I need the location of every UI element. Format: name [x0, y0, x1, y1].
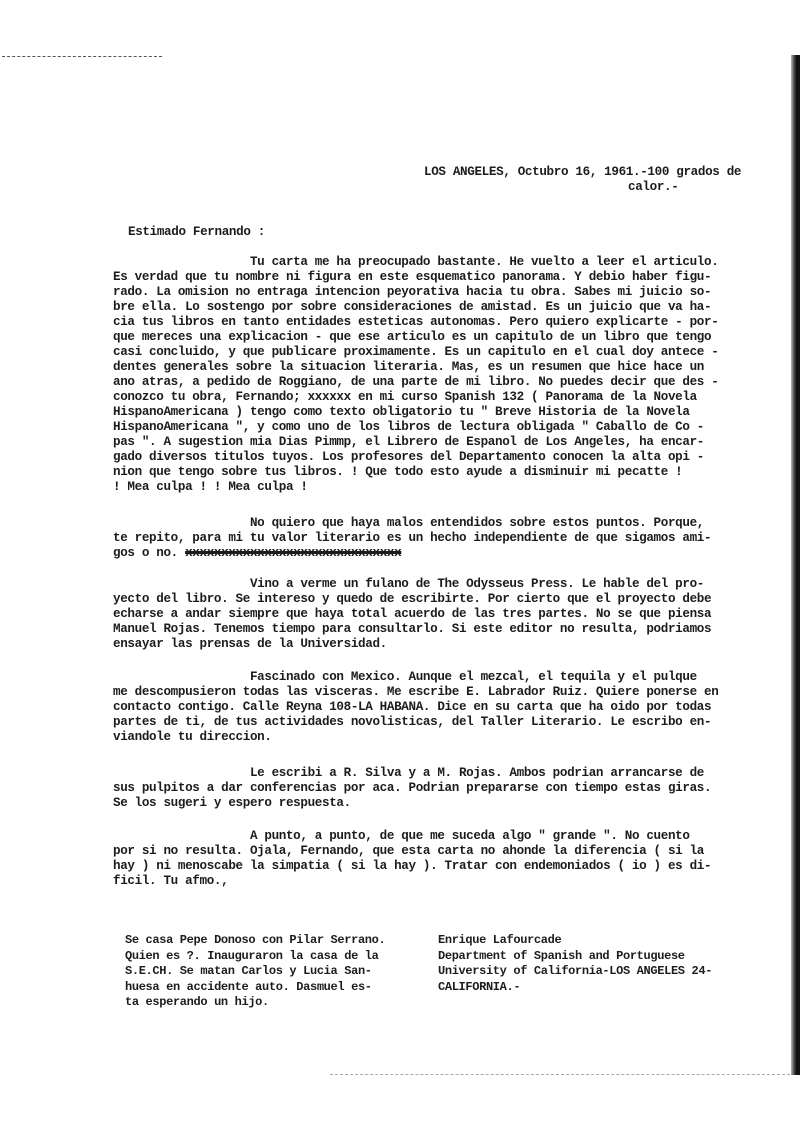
text-line: ficil. Tu afmo., [113, 874, 229, 888]
text-line: Se casa Pepe Donoso con Pilar Serrano. [125, 933, 386, 947]
scan-bottom-rule [330, 1074, 790, 1075]
text-line: por si no resulta. Ojala, Fernando, que esta carta no ahonde la diferencia ( si la [113, 844, 705, 858]
text-line: ta esperando un hijo. [125, 995, 269, 1009]
text-line: pas ". A sugestion mia Dias Pimmp, el Librero de Espanol de Los Angeles, ha encar- [113, 435, 705, 449]
text-line: te repito, para mi tu valor literario es un hecho independiente de que sigamos ami- [113, 531, 712, 545]
signature-block [438, 933, 712, 995]
paragraph-1 [113, 255, 788, 495]
text-line: ensayar las prensas de la Universidad. [113, 637, 387, 651]
text-line: casi concluido, y que publicare proximamente. Es un capitulo en el cual doy antece - [113, 345, 719, 359]
dateline: LOS ANGELES, Octubro 16, 1961.-100 grados de [424, 165, 742, 179]
text-line: No quiero que haya malos entendidos sobre estos puntos. Porque, [113, 516, 705, 530]
text-line: echarse a andar siempre que haya total acuerdo de las tres partes. No se que piensa [113, 607, 712, 621]
text-line: Tu carta me ha preocupado bastante. He vuelto a leer el articulo. [113, 255, 719, 269]
text-line: conozco tu obra, Fernando; xxxxxx en mi curso Spanish 132 ( Panorama de la Novela [113, 390, 697, 404]
signature-department: Department of Spanish and Portuguese [438, 948, 685, 963]
text-line: A punto, a punto, de que me suceda algo " grande ". No cuento [113, 829, 690, 843]
text-line: HispanoAmericana ", y como uno de los libros de lectura obligada " Caballo de Co - [113, 420, 705, 434]
signature-name: Enrique Lafourcade [438, 933, 562, 947]
text-line: Se los sugeri y espero respuesta. [113, 796, 351, 810]
text-line [113, 546, 788, 561]
text-line: me descompusieron todas las visceras. Me escribe E. Labrador Ruiz. Quiere ponerse en [113, 685, 719, 699]
text-line: ano atras, a pedido de Roggiano, de una parte de mi libro. No puedes decir que des - [113, 375, 719, 389]
text-line: rado. La omision no entraga intencion peyorativa hacia tu obra. Sabes mi juicio so- [113, 285, 712, 299]
text-line: Fascinado con Mexico. Aunque el mezcal, el tequila y el pulque [113, 670, 697, 684]
text-line: dentes generales sobre la situacion literaria. Mas, es un resumen que hice hace un [113, 360, 705, 374]
scan-right-edge [791, 55, 800, 1075]
text-line: contacto contigo. Calle Reyna 108-LA HABANA. Dice en su carta que ha oido por todas [113, 700, 712, 714]
text-line: sus pulpitos a dar conferencias por aca. Podrian prepararse con tiempo estas giras. [113, 781, 712, 795]
struck-out-text: xxxxxxxxxxxxxxxxxxxxxxxxxxxxxx [185, 546, 402, 560]
signature-university: University of California-LOS ANGELES 24- [438, 964, 713, 978]
text-line: HispanoAmericana ) tengo como texto obligatorio tu " Breve Historia de la Novela [113, 405, 690, 419]
text-line: Le escribi a R. Silva y a M. Rojas. Ambos podrian arrancarse de [113, 766, 705, 780]
text-line: Manuel Rojas. Tenemos tiempo para consultarlo. Si este editor no resulta, podriamos [113, 622, 712, 636]
text-line: bre ella. Lo sostengo por sobre consideraciones de amistad. Es un juicio que va ha- [113, 300, 712, 314]
text-line: ! Mea culpa ! ! Mea culpa ! [113, 480, 308, 494]
text-line: Es verdad que tu nombre ni figura en este esquematico panorama. Y debio haber figu- [113, 270, 712, 284]
text-line: nion que tengo sobre tus libros. ! Que todo esto ayude a disminuir mi pecatte ! [113, 465, 683, 479]
scan-top-rule [2, 56, 162, 57]
paragraph-5 [113, 766, 788, 811]
text-line: gado diversos titulos tuyos. Los profesores del Departamento conocen la alta opi - [113, 450, 705, 464]
text-line: viandole tu direccion. [113, 730, 272, 744]
paragraph-3 [113, 577, 788, 652]
text-line: Quien es ?. Inauguraron la casa de la [125, 948, 379, 963]
text-line: Vino a verme un fulano de The Odysseus Press. Le hable del pro- [113, 577, 705, 591]
text-line: partes de ti, de tus actividades novolisticas, del Taller Literario. Le escribo en- [113, 715, 712, 729]
postscript [125, 933, 385, 1011]
paragraph-2 [113, 516, 788, 561]
signature-state: CALIFORNIA.- [438, 979, 521, 994]
text-line: huesa en accidente auto. Dasmuel es- [125, 979, 372, 994]
dateline-continued: calor.- [628, 180, 679, 194]
paragraph-6 [113, 829, 788, 889]
text-line: que mereces una explicacion - que ese articulo es un capitulo de un libro que tengo [113, 330, 712, 344]
text-fragment: gos o no. [113, 546, 178, 560]
salutation: Estimado Fernando : [128, 225, 265, 239]
paragraph-4 [113, 670, 788, 745]
text-line: S.E.CH. Se matan Carlos y Lucia San- [125, 964, 372, 978]
text-line: cia tus libros en tanto entidades esteticas autonomas. Pero quiero explicarte - por- [113, 315, 719, 329]
text-line: yecto del libro. Se intereso y quedo de escribirte. Por cierto que el proyecto debe [113, 592, 712, 606]
text-line: hay ) ni menoscabe la simpatia ( si la hay ). Tratar con endemoniados ( io ) es di- [113, 859, 712, 873]
